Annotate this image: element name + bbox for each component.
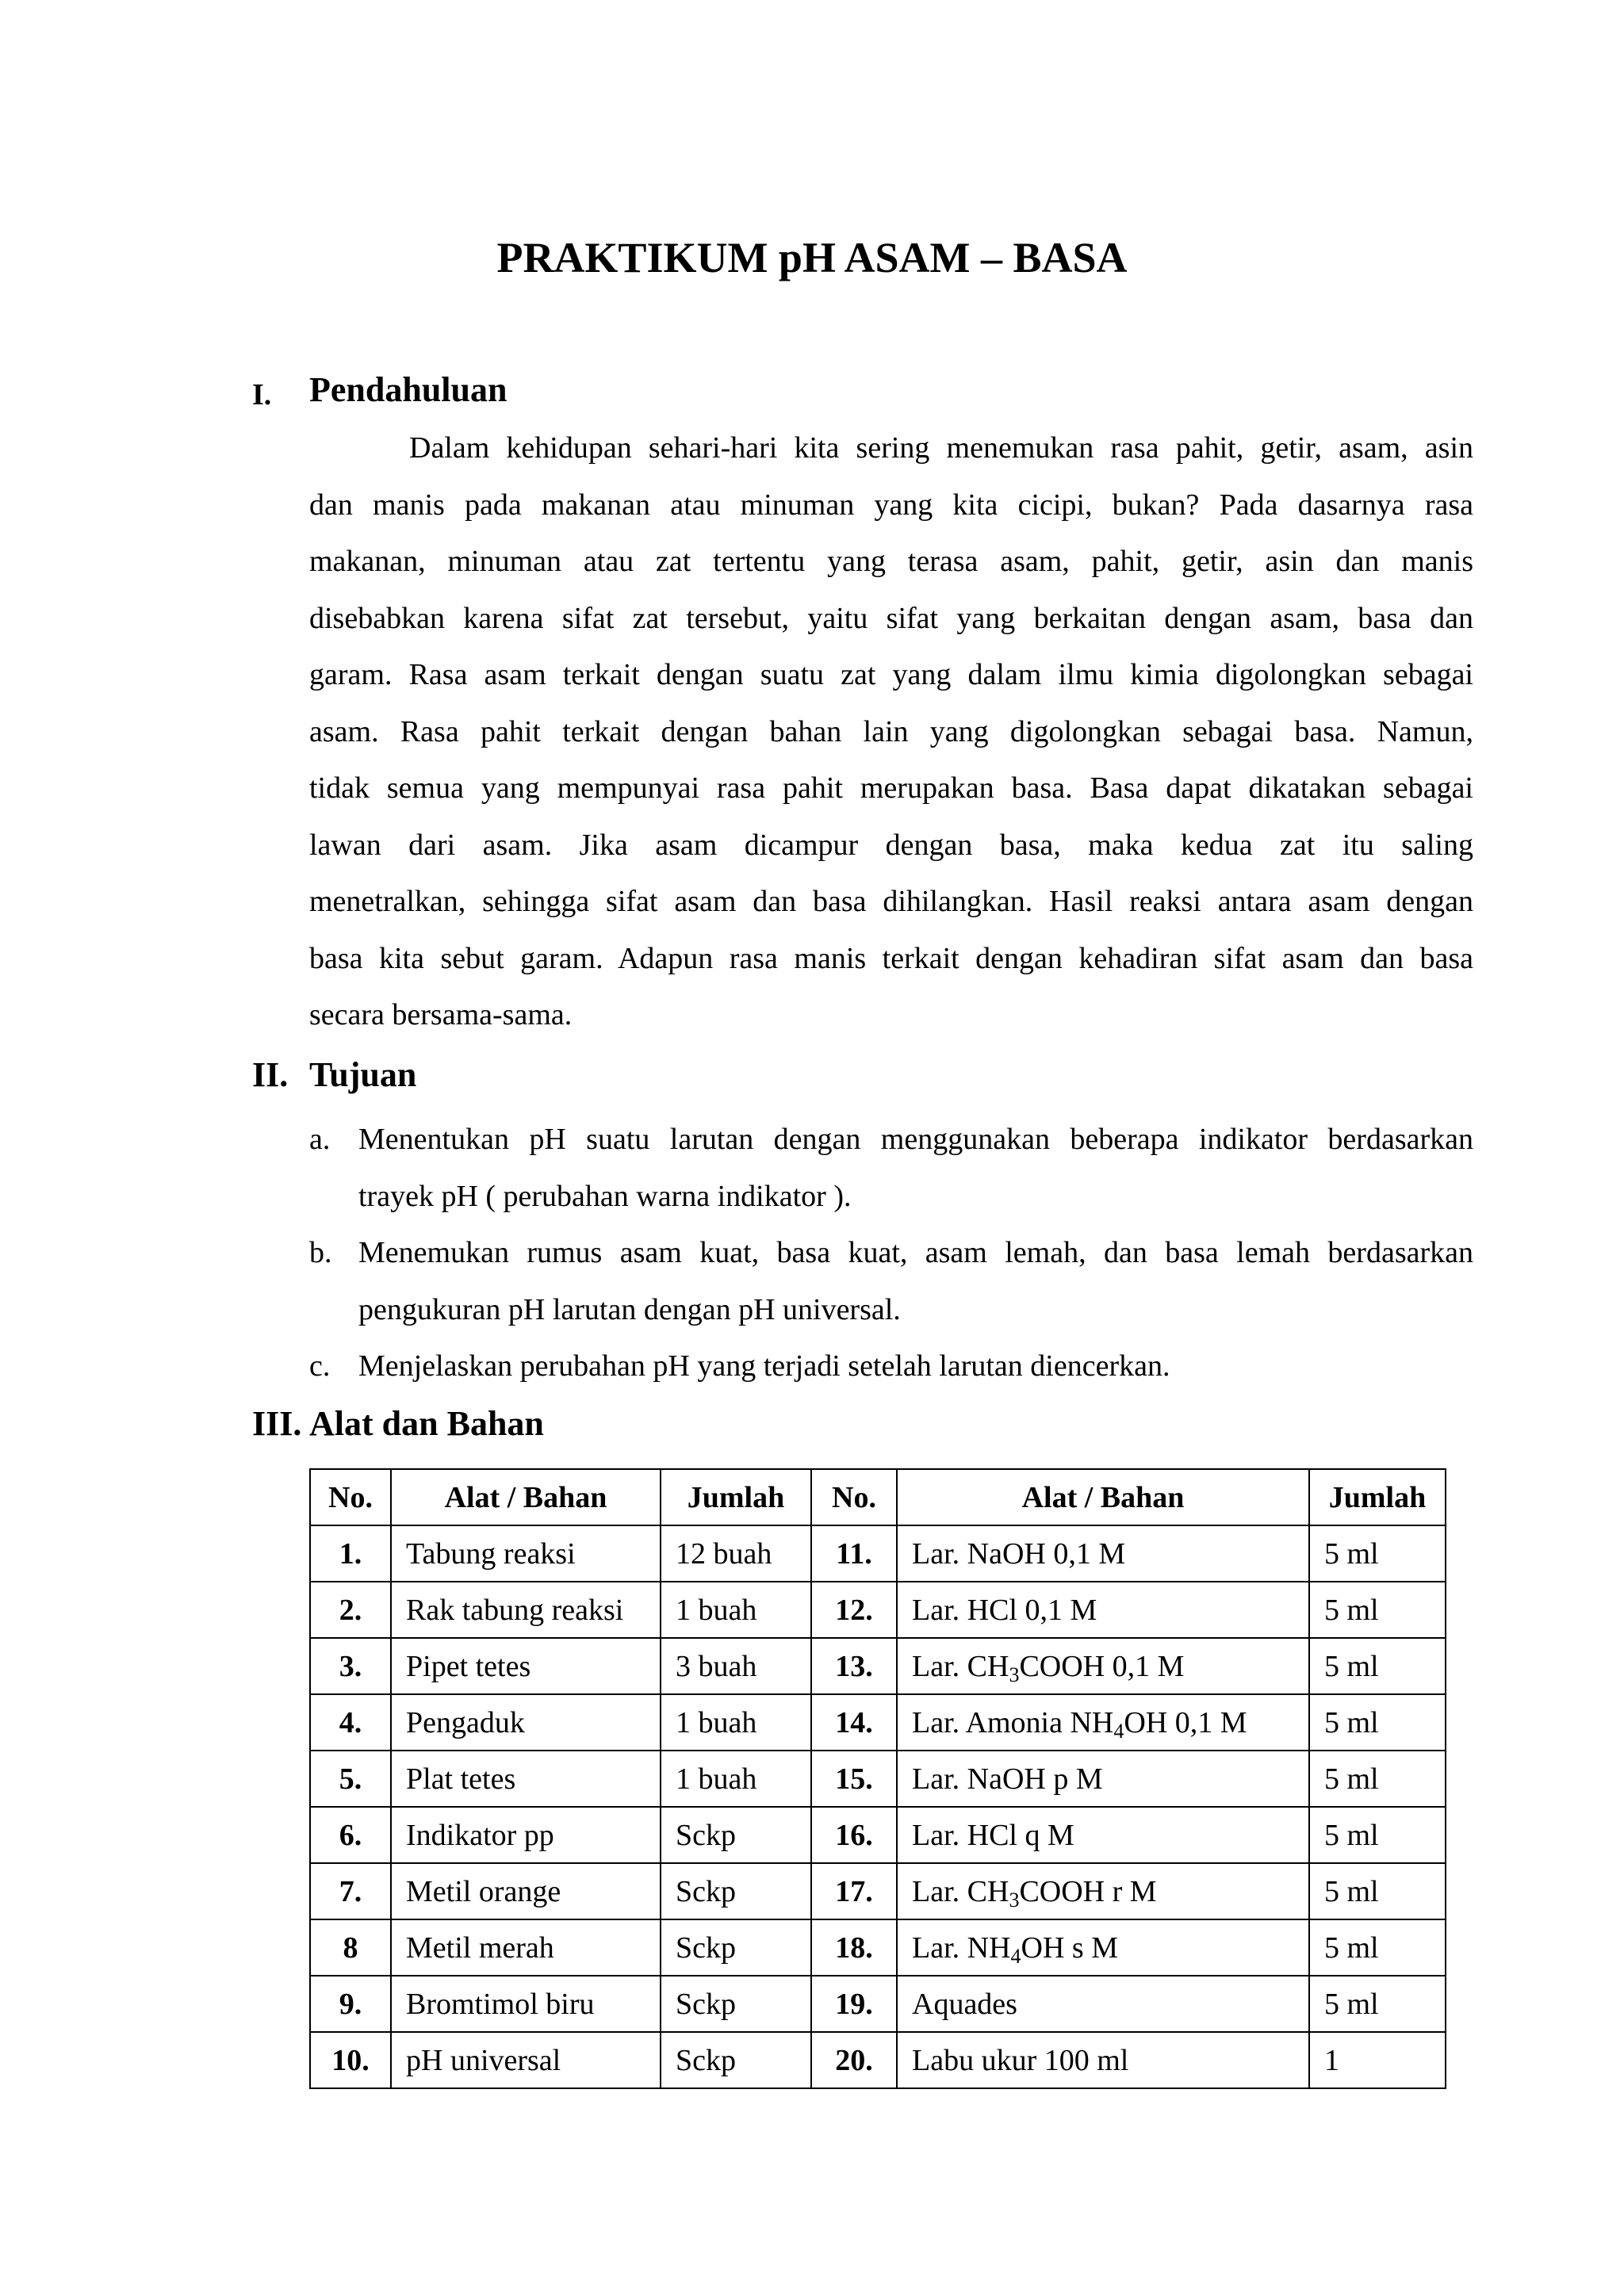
row-number: 6. bbox=[310, 1807, 391, 1863]
item-qty: 12 buah bbox=[661, 1525, 811, 1582]
row-number: 20. bbox=[811, 2032, 897, 2088]
table-row bbox=[310, 1919, 1446, 1976]
item-qty: 1 bbox=[1309, 2032, 1446, 2088]
row-number: 7. bbox=[310, 1863, 391, 1919]
item-name bbox=[897, 1694, 1309, 1751]
goal-item bbox=[309, 1225, 1473, 1338]
formula-subscript: 4 bbox=[1113, 1719, 1124, 1743]
item-qty: Sckp bbox=[661, 1863, 811, 1919]
formula-part: Lar. Amonia NH bbox=[912, 1705, 1114, 1739]
item-name: Plat tetes bbox=[391, 1751, 661, 1807]
item-qty: 5 ml bbox=[1309, 1807, 1446, 1863]
paragraph-line: dan manis pada makanan atau minuman yang kita cicipi, bukan? Pada dasarnya rasa bbox=[309, 488, 1473, 522]
item-name: Bromtimol biru bbox=[391, 1976, 661, 2032]
formula-part: OH 0,1 M bbox=[1124, 1705, 1247, 1739]
paragraph-line: Dalam kehidupan sehari-hari kita sering menemukan rasa pahit, getir, asam, asin bbox=[409, 431, 1473, 465]
item-name: Indikator pp bbox=[391, 1807, 661, 1863]
item-qty: 3 buah bbox=[661, 1638, 811, 1694]
goal-line: Menjelaskan perubahan pH yang terjadi setelah larutan diencerkan. bbox=[358, 1349, 1170, 1383]
formula-subscript: 3 bbox=[1009, 1888, 1020, 1911]
row-number: 16. bbox=[811, 1807, 897, 1863]
item-qty: Sckp bbox=[661, 1807, 811, 1863]
item-name: Rak tabung reaksi bbox=[391, 1582, 661, 1638]
table-row bbox=[310, 1976, 1446, 2032]
row-number: 17. bbox=[811, 1863, 897, 1919]
formula-subscript: 3 bbox=[1009, 1663, 1020, 1686]
row-number: 18. bbox=[811, 1919, 897, 1976]
goal-marker: a. bbox=[309, 1123, 331, 1156]
item-qty: Sckp bbox=[661, 1976, 811, 2032]
formula-part: COOH r M bbox=[1019, 1874, 1157, 1908]
header-qty: Jumlah bbox=[661, 1469, 811, 1525]
table-row bbox=[310, 1863, 1446, 1919]
item-qty: Sckp bbox=[661, 2032, 811, 2088]
item-name: Tabung reaksi bbox=[391, 1525, 661, 1582]
paragraph-line: makanan, minuman atau zat tertentu yang terasa asam, pahit, getir, asin dan manis bbox=[309, 545, 1473, 578]
section-number: I. bbox=[252, 378, 272, 411]
item-qty: 5 ml bbox=[1309, 1976, 1446, 2032]
table-header-row bbox=[310, 1469, 1446, 1525]
row-number: 5. bbox=[310, 1751, 391, 1807]
item-name: Lar. HCl 0,1 M bbox=[897, 1582, 1309, 1638]
row-number: 8 bbox=[310, 1919, 391, 1976]
goals-list bbox=[309, 1112, 1473, 1395]
header-item: Alat / Bahan bbox=[391, 1469, 661, 1525]
page-title: PRAKTIKUM pH ASAM – BASA bbox=[496, 234, 1128, 281]
paragraph-line: secara bersama-sama. bbox=[309, 998, 573, 1031]
row-number: 19. bbox=[811, 1976, 897, 2032]
item-name: Lar. NaOH p M bbox=[897, 1751, 1309, 1807]
item-qty: 5 ml bbox=[1309, 1751, 1446, 1807]
item-name: pH universal bbox=[391, 2032, 661, 2088]
item-name: Aquades bbox=[897, 1976, 1309, 2032]
row-number: 10. bbox=[310, 2032, 391, 2088]
row-number: 4. bbox=[310, 1694, 391, 1751]
row-number: 2. bbox=[310, 1582, 391, 1638]
item-name: Metil orange bbox=[391, 1863, 661, 1919]
formula-part: Lar. NH bbox=[912, 1931, 1011, 1965]
section-number: III. bbox=[252, 1404, 302, 1443]
row-number: 11. bbox=[811, 1525, 897, 1582]
formula-part: Lar. CH bbox=[912, 1874, 1009, 1908]
paragraph-line: menetralkan, sehingga sifat asam dan basa dihilangkan. Hasil reaksi antara asam dengan bbox=[309, 885, 1473, 918]
goal-item bbox=[309, 1112, 1473, 1225]
item-name: Pengaduk bbox=[391, 1694, 661, 1751]
header-no: No. bbox=[811, 1469, 897, 1525]
table-row bbox=[310, 1751, 1446, 1807]
goal-marker: c. bbox=[309, 1349, 331, 1383]
row-number: 12. bbox=[811, 1582, 897, 1638]
paragraph-line: garam. Rasa asam terkait dengan suatu zat yang dalam ilmu kimia digolongkan sebagai bbox=[309, 658, 1473, 691]
goal-item bbox=[309, 1338, 1473, 1395]
section-title: Tujuan bbox=[309, 1055, 417, 1094]
paragraph-line: basa kita sebut garam. Adapun rasa manis terkait dengan kehadiran sifat asam dan basa bbox=[309, 941, 1473, 975]
item-qty: 1 buah bbox=[661, 1751, 811, 1807]
header-qty: Jumlah bbox=[1309, 1469, 1446, 1525]
goal-line: pengukuran pH larutan dengan pH universal. bbox=[358, 1292, 901, 1326]
item-qty: 5 ml bbox=[1309, 1638, 1446, 1694]
item-qty: 5 ml bbox=[1309, 1582, 1446, 1638]
item-qty: 5 ml bbox=[1309, 1863, 1446, 1919]
goal-line: Menentukan pH suatu larutan dengan menggunakan beberapa indikator berdasarkan bbox=[358, 1123, 1473, 1156]
paragraph-line: asam. Rasa pahit terkait dengan bahan lain yang digolongkan sebagai basa. Namun, bbox=[309, 714, 1473, 748]
item-qty: 5 ml bbox=[1309, 1694, 1446, 1751]
item-qty: 1 buah bbox=[661, 1582, 811, 1638]
item-name: Lar. NaOH 0,1 M bbox=[897, 1525, 1309, 1582]
formula-part: COOH 0,1 M bbox=[1019, 1649, 1185, 1683]
item-name bbox=[897, 1919, 1309, 1976]
table-row bbox=[310, 2032, 1446, 2088]
table-row bbox=[310, 1582, 1446, 1638]
row-number: 1. bbox=[310, 1525, 391, 1582]
table-row bbox=[310, 1694, 1446, 1751]
paragraph-line: tidak semua yang mempunyai rasa pahit merupakan basa. Basa dapat dikatakan sebagai bbox=[309, 771, 1473, 805]
goal-line: trayek pH ( perubahan warna indikator ). bbox=[358, 1179, 852, 1213]
section-number: II. bbox=[252, 1055, 289, 1094]
row-number: 13. bbox=[811, 1638, 897, 1694]
paragraph-line: disebabkan karena sifat zat tersebut, yaitu sifat yang berkaitan dengan asam, basa dan bbox=[309, 601, 1473, 635]
item-name: Pipet tetes bbox=[391, 1638, 661, 1694]
row-number: 9. bbox=[310, 1976, 391, 2032]
row-number: 3. bbox=[310, 1638, 391, 1694]
table-row bbox=[310, 1638, 1446, 1694]
header-item: Alat / Bahan bbox=[897, 1469, 1309, 1525]
equipment-table bbox=[309, 1468, 1446, 2089]
intro-paragraph bbox=[309, 420, 1473, 1044]
item-qty: 5 ml bbox=[1309, 1919, 1446, 1976]
item-name bbox=[897, 1638, 1309, 1694]
item-qty: Sckp bbox=[661, 1919, 811, 1976]
formula-part: Lar. CH bbox=[912, 1649, 1009, 1683]
table-row bbox=[310, 1807, 1446, 1863]
goal-line: Menemukan rumus asam kuat, basa kuat, asam lemah, dan basa lemah berdasarkan bbox=[358, 1236, 1473, 1269]
section-title: Pendahuluan bbox=[309, 370, 508, 409]
table-row bbox=[310, 1525, 1446, 1582]
paragraph-line: lawan dari asam. Jika asam dicampur dengan basa, maka kedua zat itu saling bbox=[309, 828, 1473, 862]
header-no: No. bbox=[310, 1469, 391, 1525]
item-name: Lar. HCl q M bbox=[897, 1807, 1309, 1863]
goal-marker: b. bbox=[309, 1236, 332, 1269]
row-number: 15. bbox=[811, 1751, 897, 1807]
section-title: Alat dan Bahan bbox=[309, 1404, 544, 1443]
item-name: Metil merah bbox=[391, 1919, 661, 1976]
item-name: Labu ukur 100 ml bbox=[897, 2032, 1309, 2088]
item-qty: 5 ml bbox=[1309, 1525, 1446, 1582]
formula-subscript: 4 bbox=[1010, 1944, 1021, 1968]
formula-part: OH s M bbox=[1021, 1931, 1118, 1965]
item-name bbox=[897, 1863, 1309, 1919]
row-number: 14. bbox=[811, 1694, 897, 1751]
item-qty: 1 buah bbox=[661, 1694, 811, 1751]
